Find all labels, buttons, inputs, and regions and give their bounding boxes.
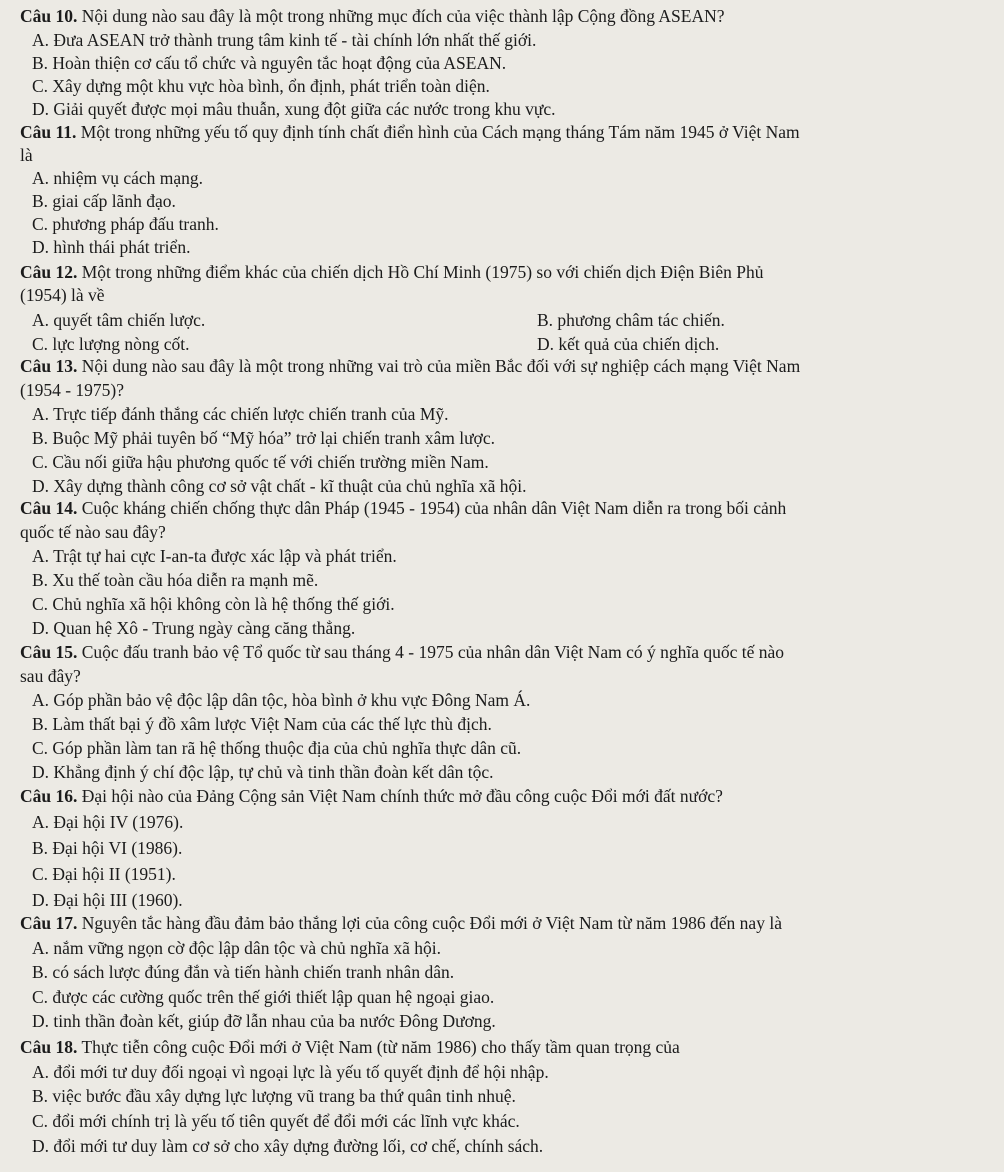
option-d: D. Xây dựng thành công cơ sở vật chất - kĩ thuật của chủ nghĩa xã hội. xyxy=(32,476,527,496)
question-text: Cuộc đấu tranh bảo vệ Tổ quốc từ sau tháng 4 - 1975 của nhân dân Việt Nam có ý nghĩa quốc tế nào xyxy=(81,642,785,662)
option-a: A. Trực tiếp đánh thắng các chiến lược chiến tranh của Mỹ. xyxy=(32,404,449,424)
option-a: A. Góp phần bảo vệ độc lập dân tộc, hòa bình ở khu vực Đông Nam Á. xyxy=(32,690,531,710)
question-10 xyxy=(20,6,725,26)
question-text: Thực tiễn công cuộc Đổi mới ở Việt Nam (từ năm 1986) cho thấy tầm quan trọng của xyxy=(81,1037,680,1057)
question-16 xyxy=(20,786,723,806)
option-a: A. Đưa ASEAN trở thành trung tâm kinh tế - tài chính lớn nhất thế giới. xyxy=(32,30,537,50)
question-15 xyxy=(20,642,784,662)
question-text-continued: sau đây? xyxy=(20,666,81,686)
question-text-continued: quốc tế nào sau đây? xyxy=(20,522,166,542)
question-text: Cuộc kháng chiến chống thực dân Pháp (1945 - 1954) của nhân dân Việt Nam diễn ra trong bối cảnh xyxy=(81,498,787,518)
question-text: Một trong những điểm khác của chiến dịch Hồ Chí Minh (1975) so với chiến dịch Điện Biên Phủ xyxy=(81,262,764,282)
question-18 xyxy=(20,1037,680,1057)
question-number: Câu 11. xyxy=(20,122,77,142)
option-b: B. việc bước đầu xây dựng lực lượng vũ trang ba thứ quân tinh nhuệ. xyxy=(32,1086,516,1106)
option-b: B. Làm thất bại ý đồ xâm lược Việt Nam của các thế lực thù địch. xyxy=(32,714,492,734)
question-number: Câu 17. xyxy=(20,913,78,933)
question-number: Câu 13. xyxy=(20,356,78,376)
option-b: B. phương châm tác chiến. xyxy=(537,310,725,330)
option-a: A. Trật tự hai cực I-an-ta được xác lập và phát triển. xyxy=(32,546,397,566)
option-a: A. đổi mới tư duy đối ngoại vì ngoại lực là yếu tố quyết định để hội nhập. xyxy=(32,1062,549,1082)
option-c: C. Cầu nối giữa hậu phương quốc tế với chiến trường miền Nam. xyxy=(32,452,489,472)
question-text: Nội dung nào sau đây là một trong những mục đích của việc thành lập Cộng đồng ASEAN? xyxy=(81,6,725,26)
option-c: C. phương pháp đấu tranh. xyxy=(32,214,219,234)
option-c: C. lực lượng nòng cốt. xyxy=(32,334,190,354)
question-text: Nội dung nào sau đây là một trong những vai trò của miền Bắc đối với sự nghiệp cách mạng Việt Nam xyxy=(81,356,801,376)
option-d: D. hình thái phát triển. xyxy=(32,237,191,257)
option-a: A. nhiệm vụ cách mạng. xyxy=(32,168,204,188)
question-12 xyxy=(20,262,763,282)
option-b: B. có sách lược đúng đắn và tiến hành chiến tranh nhân dân. xyxy=(32,962,455,982)
option-c: C. đổi mới chính trị là yếu tố tiên quyết để đổi mới các lĩnh vực khác. xyxy=(32,1111,520,1131)
option-c: C. Chủ nghĩa xã hội không còn là hệ thống thế giới. xyxy=(32,594,395,614)
option-b: B. Hoàn thiện cơ cấu tổ chức và nguyên tắc hoạt động của ASEAN. xyxy=(32,53,507,73)
option-c: C. Đại hội II (1951). xyxy=(32,864,176,884)
question-14 xyxy=(20,498,786,518)
question-text-continued: (1954 - 1975)? xyxy=(20,380,125,400)
question-number: Câu 15. xyxy=(20,642,78,662)
question-11 xyxy=(20,122,800,142)
question-number: Câu 12. xyxy=(20,262,78,282)
option-d: D. kết quả của chiến dịch. xyxy=(537,334,720,354)
option-d: D. Đại hội III (1960). xyxy=(32,890,183,910)
question-text-continued: (1954) là về xyxy=(20,285,105,305)
option-d: D. Quan hệ Xô - Trung ngày càng căng thẳng. xyxy=(32,618,356,638)
option-c: C. Góp phần làm tan rã hệ thống thuộc địa của chủ nghĩa thực dân cũ. xyxy=(32,738,522,758)
option-d: D. Giải quyết được mọi mâu thuẫn, xung đột giữa các nước trong khu vực. xyxy=(32,99,556,119)
question-number: Câu 18. xyxy=(20,1037,78,1057)
question-text: Đại hội nào của Đảng Cộng sản Việt Nam chính thức mở đầu công cuộc Đổi mới đất nước? xyxy=(81,786,723,806)
question-number: Câu 10. xyxy=(20,6,78,26)
option-c: C. được các cường quốc trên thế giới thiết lập quan hệ ngoại giao. xyxy=(32,987,495,1007)
question-text: Nguyên tắc hàng đầu đảm bảo thắng lợi của công cuộc Đổi mới ở Việt Nam từ năm 1986 đến nay là xyxy=(81,913,782,933)
question-17 xyxy=(20,913,782,933)
question-text-continued: là xyxy=(20,145,33,165)
question-number: Câu 14. xyxy=(20,498,78,518)
question-number: Câu 16. xyxy=(20,786,78,806)
option-d: D. Khẳng định ý chí độc lập, tự chủ và tinh thần đoàn kết dân tộc. xyxy=(32,762,494,782)
option-d: D. đổi mới tư duy làm cơ sở cho xây dựng đường lối, cơ chế, chính sách. xyxy=(32,1136,544,1156)
option-b: B. giai cấp lãnh đạo. xyxy=(32,191,176,211)
option-a: A. Đại hội IV (1976). xyxy=(32,812,184,832)
option-b: B. Xu thế toàn cầu hóa diễn ra mạnh mẽ. xyxy=(32,570,319,590)
option-b: B. Đại hội VI (1986). xyxy=(32,838,183,858)
option-b: B. Buộc Mỹ phải tuyên bố “Mỹ hóa” trở lại chiến tranh xâm lược. xyxy=(32,428,495,448)
option-d: D. tinh thần đoàn kết, giúp đỡ lẫn nhau của ba nước Đông Dương. xyxy=(32,1011,496,1031)
question-13 xyxy=(20,356,800,376)
option-a: A. nắm vững ngọn cờ độc lập dân tộc và chủ nghĩa xã hội. xyxy=(32,938,441,958)
option-a: A. quyết tâm chiến lược. xyxy=(32,310,206,330)
question-text: Một trong những yếu tố quy định tính chất điển hình của Cách mạng tháng Tám năm 1945 ở Việt Nam xyxy=(80,122,800,142)
option-c: C. Xây dựng một khu vực hòa bình, ổn định, phát triển toàn diện. xyxy=(32,76,490,96)
